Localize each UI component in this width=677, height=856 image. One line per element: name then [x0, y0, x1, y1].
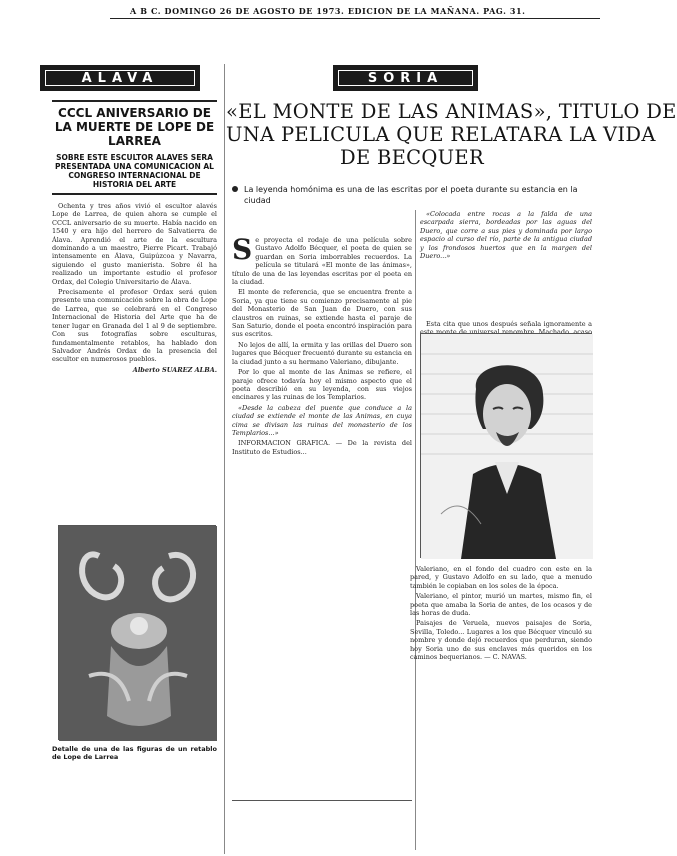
soria-deck-text: La leyenda homónima es una de las escritas por el poeta durante su estancia en la ciudad — [244, 185, 578, 205]
alava-headline: CCCL ANIVERSARIO DE LA MUERTE DE LOPE DE LARREA — [54, 106, 215, 148]
soria-paragraph: e proyecta el rodaje de una película sobre Gustavo Adolfo Bécquer, el poeta de quien se guardan en Soria imborrables recuerdos. La película se titulará «El monte de las ánimas», título de una de las leyendas escritas por el poeta en la ciudad. — [232, 236, 412, 287]
masthead: A B C. DOMINGO 26 DE AGOSTO DE 1973. EDICION DE LA MAÑANA. PAG. 31. — [130, 6, 600, 16]
soria-continuation: INFORMACION GRAFICA. — De la revista del Instituto de Estudios... — [232, 439, 412, 456]
section-banner-soria-label: SORIA — [367, 70, 444, 86]
becquer-portrait-illustration — [421, 334, 593, 559]
column-rule — [224, 64, 225, 854]
soria-quote: «Desde la cabeza del puente que conduce a la ciudad se extiende el monte de las Animas, en cuya cima se divisan las ruinas del monasterio de los Templarios...» — [232, 403, 412, 437]
section-banner-alava — [40, 65, 200, 91]
soria-right-para-text: Esta cita que unos después señala ignoramente a — [426, 320, 592, 328]
soria-headline-line: DE BECQUER — [340, 146, 484, 169]
photo-left — [58, 525, 216, 740]
soria-deck — [232, 184, 597, 206]
bullet-icon — [232, 186, 238, 192]
soria-right-lower-para: Valeriano, el pintor, murió un martes, mismo fin, el poeta que amaba la Soria de antes, de los ocasos y de las horas de duda. — [410, 592, 592, 618]
photo-right — [420, 333, 592, 558]
alava-paragraph: Ochenta y tres años vivió el escultor alavés Lope de Larrea, de quien ahora se cumple el CCCL aniversario de su muerte. Había nacido en 1540 y era hijo del herrero de Salvatierra de Álava. Aprendió el arte de la escultura dominando a un maestro, Pierre Picart. Trabajó intensamente en Álava, Guipúzcoa y Navarra, siguiendo el gusto manierista. Sobre él ha realizado un importante estudio el profesor Ordax, del Colegio Universitario de Álava. — [52, 202, 217, 286]
soria-right-lower-para: Paisajes de Veruela, nuevos paisajes de Soria, Sevilla, Toledo... Lugares a los que Bécquer vinculó su nombre y donde dejó recuerdos que perduran, siendo hoy Soria uno de sus enclaves más queridos en los caminos bequerianos. — C. NAVAS. — [410, 619, 592, 662]
soria-paragraph: Por lo que al monte de las Ánimas se refiere, el paraje ofrece todavía hoy el mismo aspecto que el poeta describió en su leyenda, con sus viejos encinares y las ruinas de los Templarios. — [232, 368, 412, 402]
soria-right-quote-text: «Colocada entre rocas a la falda de una escarpada sierra, bordeadas por las aguas del Duero, que corre a sus pies y dominada por largo espacio al curso del río, parte de la antigua ciudad y los frondosos huertos que en la margen del Duero...» — [420, 210, 592, 261]
soria-headline-line: «EL MONTE DE LAS ANIMAS», TITULO DE — [226, 100, 677, 123]
dropcap: S — [232, 233, 253, 266]
alava-paragraph: Precisamente el profesor Ordax será quien presente una comunicación sobre la obra de Lope de Larrea, que se celebrará en el Congreso Internacional de Historia del Arte que ha de tener lugar en Granada del 1 al 9 de septiembre. Con sus fotografías sobre esculturas, fundamentalmente retablos, ha hablado don Salvador Andrés Ordax de la presencia del escultor en numerosos pueblos. — [52, 288, 217, 364]
soria-body — [232, 233, 412, 848]
section-banner-alava-label: ALAVA — [81, 70, 159, 86]
section-banner-soria — [333, 65, 478, 91]
soria-right-para — [420, 320, 592, 332]
alava-body — [52, 202, 217, 520]
soria-headline — [226, 100, 677, 169]
soria-right-lower — [410, 565, 592, 848]
soria-paragraph: El monte de referencia, que se encuentra frente a Soria, ya que tiene su comienzo precisamente al pie del Monasterio de San Juan de Duero, con sus claustros en ruinas, se extiende hasta el paraje de San Saturio, donde el poeta encontró inspiración para sus escritos. — [232, 288, 412, 339]
soria-right-lower-para: Valeriano, en el fondo del cuadro con este en la pared, y Gustavo Adolfo en su lado, que a menudo también le copiaban en los soles de la época. — [410, 565, 592, 590]
alava-signature: Alberto SUAREZ ALBA. — [132, 365, 217, 374]
alava-deck: SOBRE ESTE ESCULTOR ALAVES SERA PRESENTADA UNA COMUNICACION AL CONGRESO INTERNACIONAL DE HISTORIA DEL ARTE — [55, 153, 214, 189]
soria-right-quote — [420, 210, 592, 318]
soria-headline-line: UNA PELICULA QUE RELATARA LA VIDA — [226, 123, 656, 146]
alava-headline-box — [52, 100, 217, 195]
soria-paragraph: No lejos de allí, la ermita y las orillas del Duero son lugares que Bécquer frecuentó durante su estancia en la ciudad junto a su hermano Valeriano, dibujante. — [232, 340, 412, 366]
retablo-figure-illustration — [59, 526, 217, 741]
bottom-rule — [232, 800, 412, 801]
photo-caption-left: Detalle de una de las figuras de un retablo de Lope de Larrea — [52, 745, 217, 762]
